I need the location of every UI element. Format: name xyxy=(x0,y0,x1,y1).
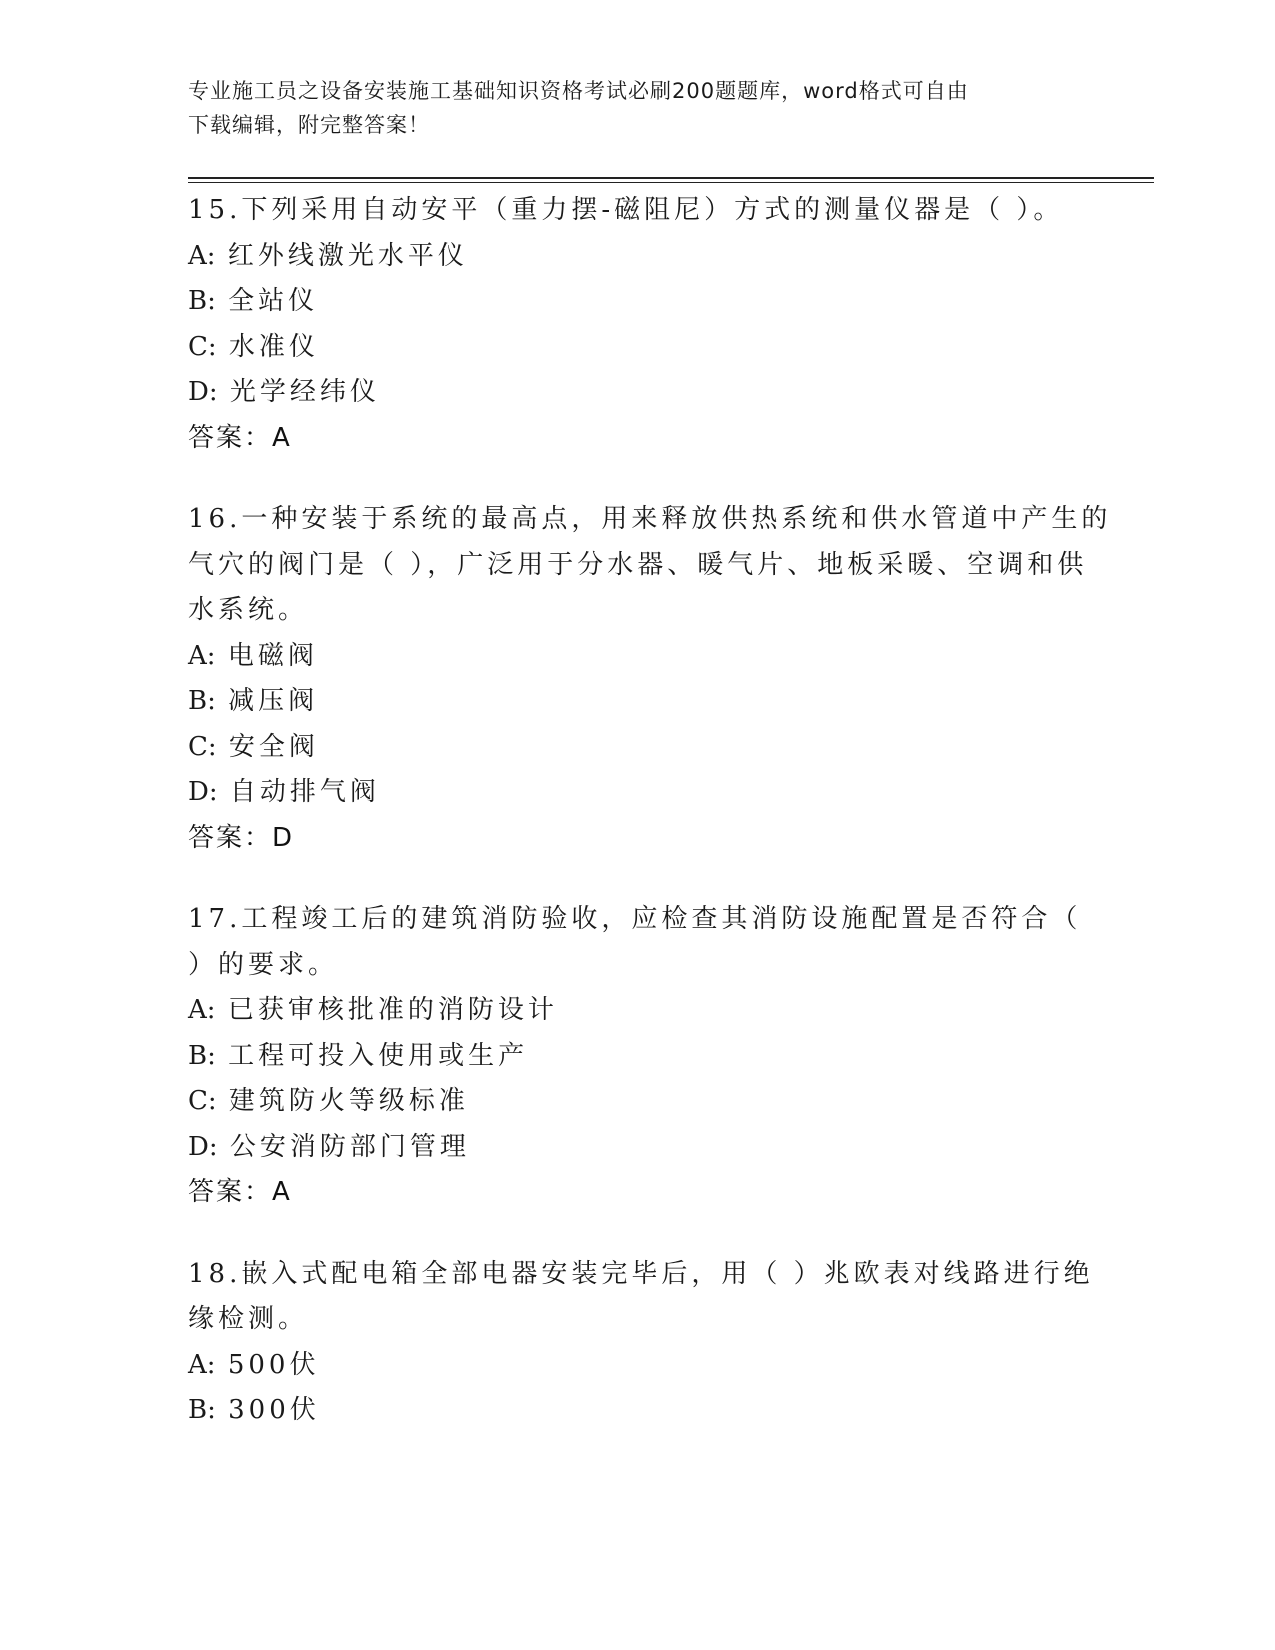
header-divider-thick xyxy=(188,177,1154,179)
option-letter: C: xyxy=(188,731,217,762)
question-list xyxy=(188,188,1112,1470)
document-header xyxy=(188,74,1088,142)
option-letter: D: xyxy=(188,777,218,807)
question-stem xyxy=(188,188,1088,234)
option-text: 自动排气阀 xyxy=(229,777,380,807)
question-stem xyxy=(188,897,1088,988)
answer-option xyxy=(188,1034,1088,1080)
option-letter: A: xyxy=(188,1349,216,1380)
question-stem-line: 缘检测。 xyxy=(188,1304,309,1334)
option-text: 公安消防部门管理 xyxy=(229,1131,470,1162)
option-letter: B: xyxy=(188,686,216,716)
answer-option xyxy=(188,1388,1088,1434)
question-stem-line: 18.嵌入式配电箱全部电器安装完毕后，用（ ）兆欧表对线路进行绝 xyxy=(188,1258,1094,1289)
answer-key: 答案：D xyxy=(188,822,295,853)
option-text: 500伏 xyxy=(227,1349,320,1380)
option-letter: D: xyxy=(188,377,218,407)
question-block xyxy=(188,1252,1094,1434)
option-letter: C: xyxy=(188,331,217,362)
option-letter: A: xyxy=(188,640,216,671)
question-stem xyxy=(188,1252,1094,1343)
answer-option xyxy=(188,279,1088,325)
answer-option xyxy=(188,725,1088,771)
option-text: 建筑防火等级标准 xyxy=(228,1086,469,1116)
option-letter: C: xyxy=(188,1086,217,1116)
option-letter: B: xyxy=(188,286,216,316)
answer-option xyxy=(188,325,1088,371)
option-letter: D: xyxy=(188,1131,218,1162)
header-line-2: 下载编辑，附完整答案！ xyxy=(188,113,430,137)
answer-option xyxy=(188,770,1088,816)
question-stem xyxy=(188,497,1112,634)
option-text: 全站仪 xyxy=(228,286,319,316)
option-text: 300伏 xyxy=(228,1395,320,1425)
header-divider-thin xyxy=(188,182,1154,183)
header-line-1: 专业施工员之设备安装施工基础知识资格考试必刷200题题库，word格式可自由 xyxy=(188,79,969,103)
option-letter: A: xyxy=(188,240,216,271)
option-letter: B: xyxy=(188,1040,216,1071)
option-text: 减压阀 xyxy=(228,686,319,716)
option-text: 水准仪 xyxy=(228,331,319,362)
question-stem-line: 气穴的阀门是（ ），广泛用于分水器、暖气片、地板采暖、空调和供 xyxy=(188,549,1088,580)
question-stem-line: 15.下列采用自动安平（重力摆-磁阻尼）方式的测量仪器是（ ）。 xyxy=(188,195,1064,225)
question-stem-line: 17.工程竣工后的建筑消防验收，应检查其消防设施配置是否符合（ xyxy=(188,904,1082,934)
option-letter: A: xyxy=(188,995,216,1025)
option-text: 工程可投入使用或生产 xyxy=(228,1040,529,1071)
question-stem-line: 水系统。 xyxy=(188,595,309,625)
option-text: 安全阀 xyxy=(228,731,319,762)
question-block xyxy=(188,188,1088,461)
answer-option xyxy=(188,1343,1088,1389)
answer-option xyxy=(188,370,1088,416)
question-stem-line: ）的要求。 xyxy=(188,949,339,980)
option-text: 电磁阀 xyxy=(227,640,318,671)
option-text: 光学经纬仪 xyxy=(229,377,380,407)
answer-option xyxy=(188,988,1088,1034)
option-letter: B: xyxy=(188,1395,216,1425)
answer-option xyxy=(188,234,1088,280)
answer-option xyxy=(188,634,1088,680)
answer-key: 答案：A xyxy=(188,422,292,453)
option-text: 已获审核批准的消防设计 xyxy=(227,995,558,1025)
question-stem-line: 16.一种安装于系统的最高点，用来释放供热系统和供水管道中产生的 xyxy=(188,504,1112,534)
answer-key: 答案：A xyxy=(188,1177,292,1207)
option-text: 红外线激光水平仪 xyxy=(227,240,468,271)
answer-option xyxy=(188,679,1088,725)
question-block xyxy=(188,497,1112,861)
answer-option xyxy=(188,1079,1088,1125)
question-block xyxy=(188,897,1088,1216)
answer-option xyxy=(188,1125,1088,1171)
